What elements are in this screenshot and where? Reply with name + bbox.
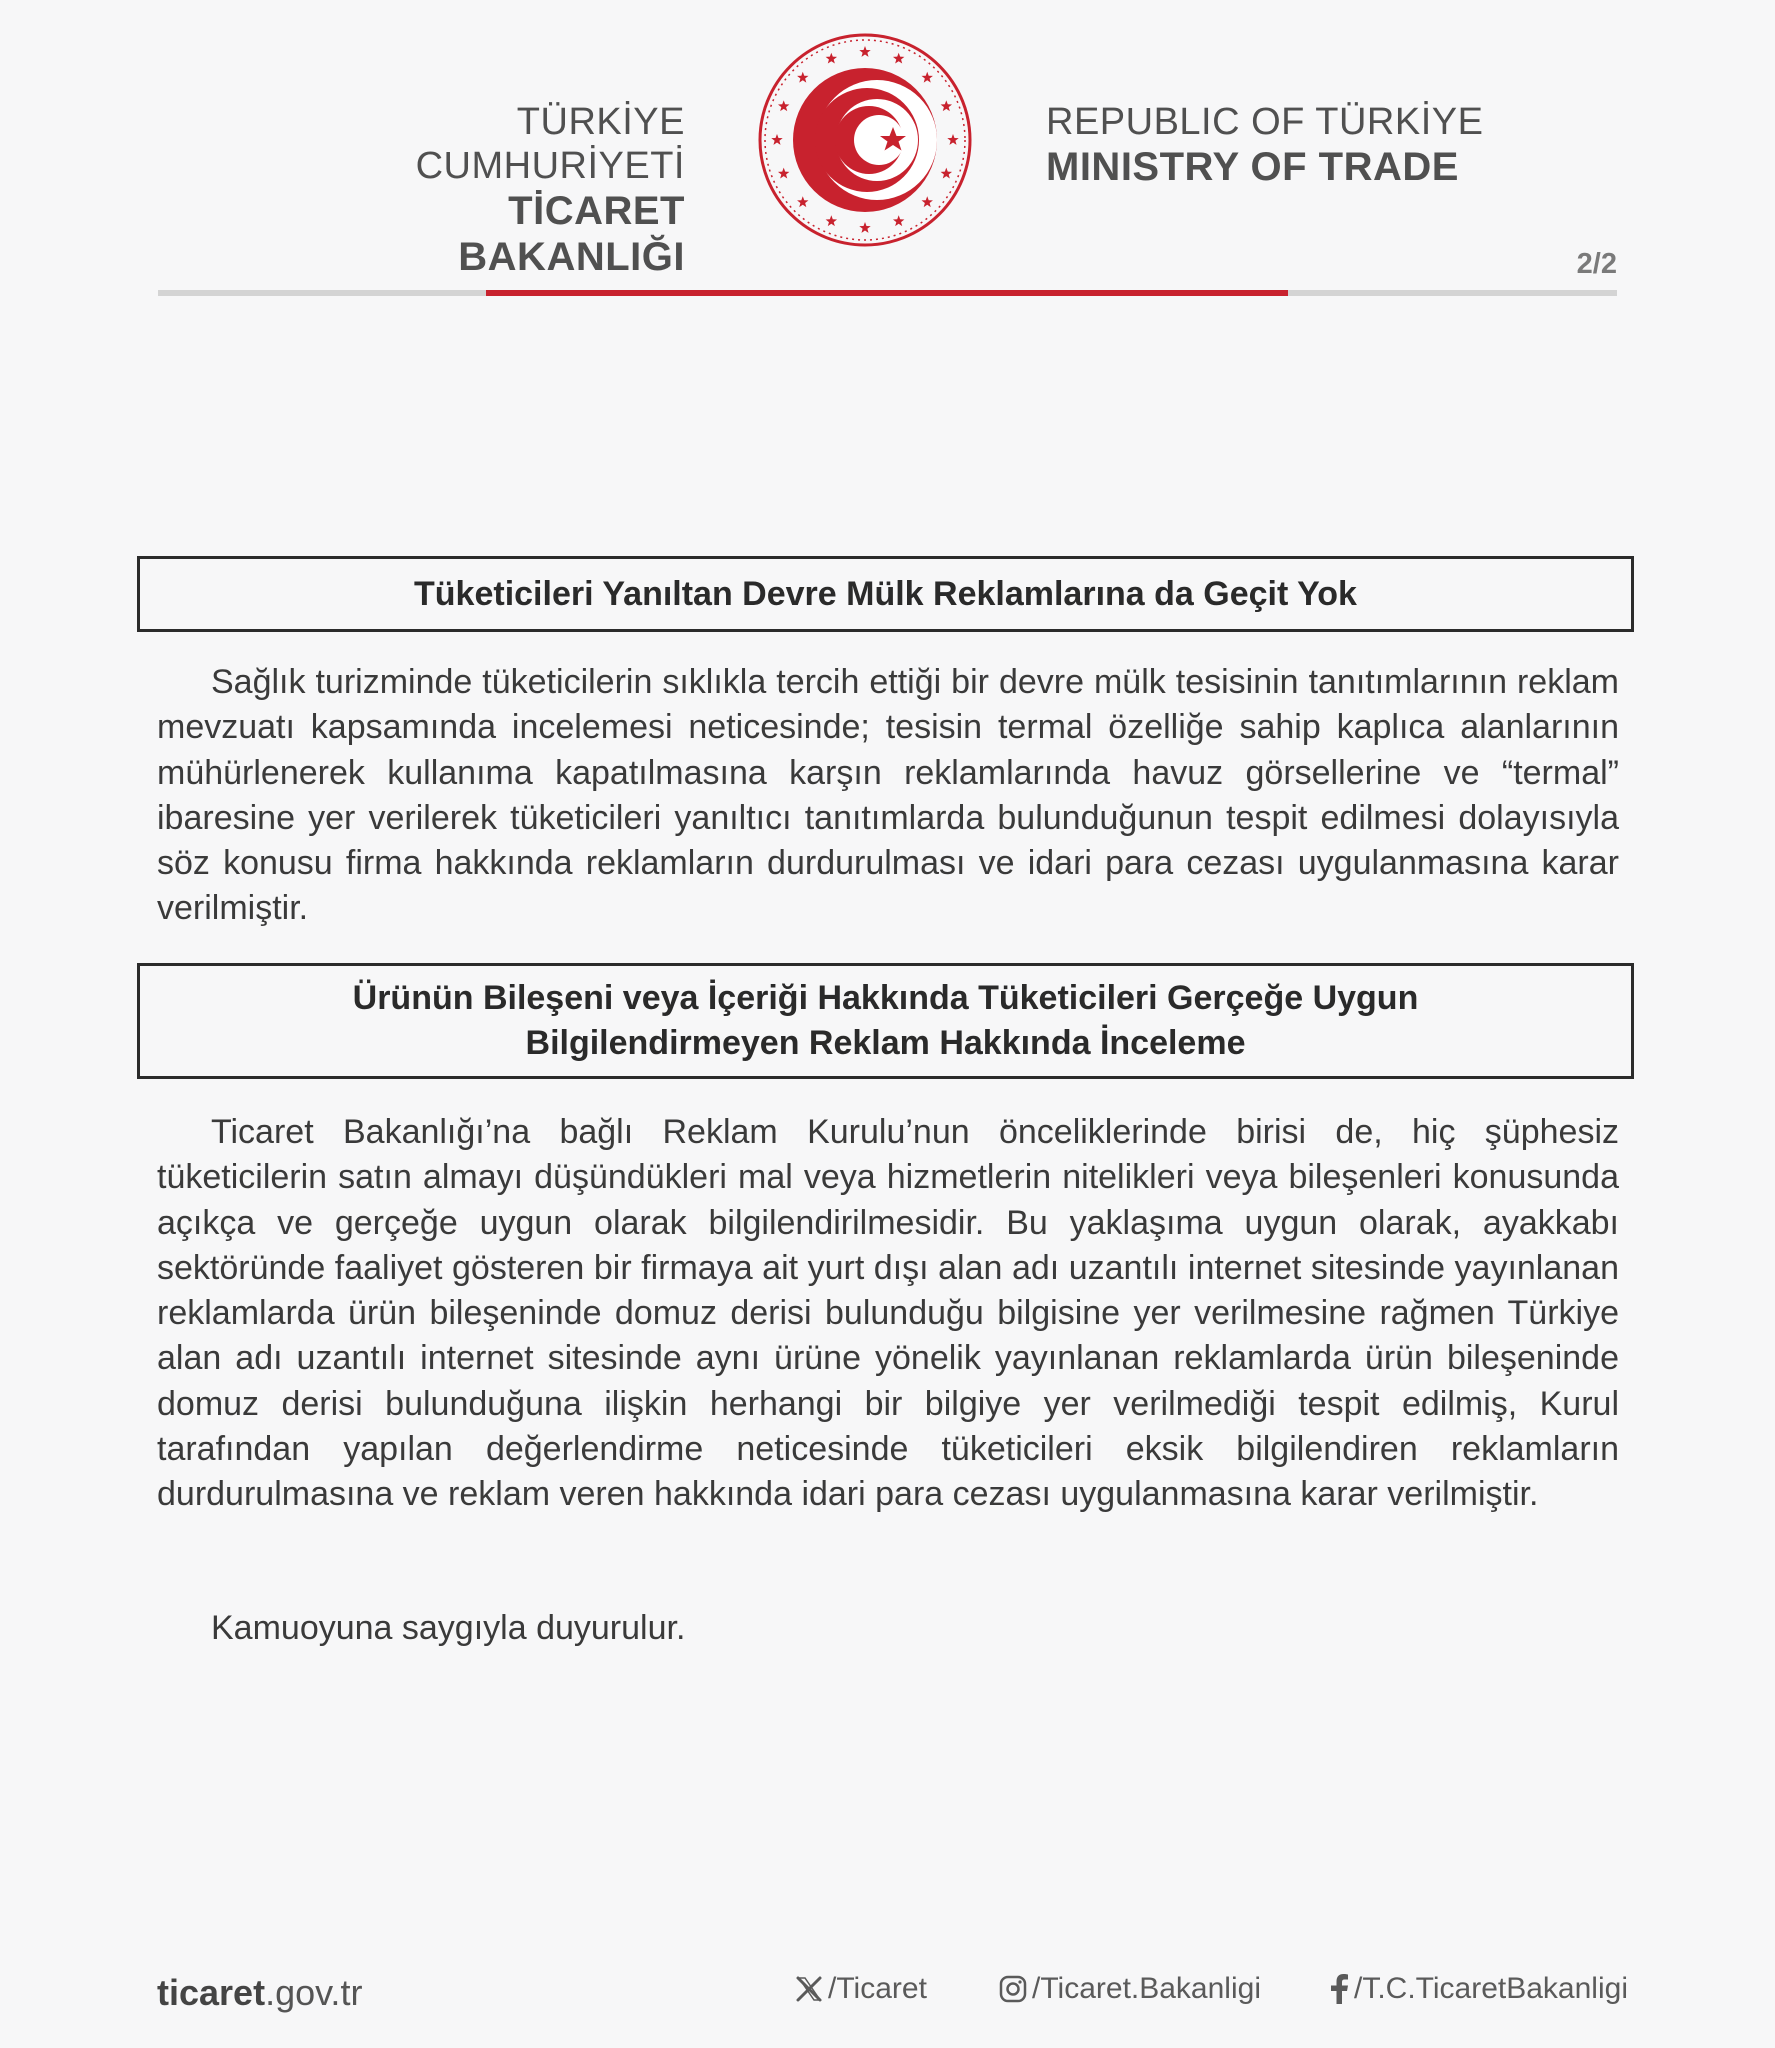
emblem-star-icon bbox=[859, 222, 870, 233]
emblem-star-icon bbox=[947, 134, 958, 145]
section-title-timeshare bbox=[137, 556, 1634, 632]
closing-statement: Kamuoyuna saygıyla duyurulur. bbox=[211, 1609, 686, 1647]
section-body-timeshare: Sağlık turizminde tüketicilerin sıklıkla tercih ettiği bir devre mülk tesisinin tanıtımlarının reklam mevzuatı kapsamında incelemesi neticesinde; tesisin termal özelliğe sahip kaplıca alanlarının mühürlenerek kullanıma kapatılmasına karşın reklamlarında havuz görsellerine ve “termal” ibaresine yer verilerek tüketicileri yanıltıcı tanıtımlarda bulunduğunun tespit edilmesi dolayısıyla söz konusu firma hakkında reklamların durdurulması ve idari para cezası uygulanmasına karar verilmiştir. bbox=[157, 663, 1619, 928]
x-handle: /Ticaret bbox=[828, 1972, 927, 2005]
emblem-star-icon bbox=[797, 196, 808, 207]
section-title-line-1: Ürünün Bileşeni veya İçeriği Hakkında Tüketicileri Gerçeğe Uygun bbox=[352, 979, 1419, 1017]
republic-name-tr: TÜRKİYE CUMHURİYETİ bbox=[415, 101, 685, 187]
emblem-star-icon bbox=[797, 72, 808, 83]
emblem-star-icon bbox=[778, 100, 789, 111]
emblem-star-icon bbox=[826, 53, 837, 64]
website-domain-rest: .gov.tr bbox=[265, 1972, 363, 2013]
emblem-star-icon bbox=[859, 46, 870, 57]
emblem-star-icon bbox=[778, 168, 789, 179]
instagram-social-link[interactable] bbox=[998, 1972, 1261, 2006]
section-title-text: Tüketicileri Yanıltan Devre Mülk Reklamlarına da Geçit Yok bbox=[414, 574, 1357, 613]
emblem-star-icon bbox=[893, 53, 904, 64]
header-divider bbox=[158, 290, 1617, 296]
x-logo-icon bbox=[794, 1974, 824, 2004]
republic-name-en: REPUBLIC OF TÜRKİYE bbox=[1046, 101, 1484, 143]
ministry-name-en: MINISTRY OF TRADE bbox=[1046, 145, 1459, 189]
website-link[interactable] bbox=[157, 1972, 362, 2014]
page-number: 2/2 bbox=[1576, 248, 1617, 280]
section-title-product-content bbox=[137, 963, 1634, 1079]
header-right bbox=[1046, 100, 1506, 190]
header-divider-accent bbox=[486, 290, 1288, 296]
header-left bbox=[280, 100, 685, 280]
ministry-emblem-icon bbox=[755, 30, 975, 250]
emblem-star-icon bbox=[893, 215, 904, 226]
emblem-star-icon bbox=[922, 72, 933, 83]
section-title-line-2: Bilgilendirmeyen Reklam Hakkında İnceleme bbox=[525, 1024, 1246, 1062]
emblem-star-icon bbox=[941, 100, 952, 111]
facebook-social-link[interactable] bbox=[1328, 1972, 1628, 2006]
emblem-star-icon bbox=[771, 134, 782, 145]
ministry-name-tr: TİCARET BAKANLIĞI bbox=[458, 189, 685, 279]
emblem-star-icon bbox=[941, 168, 952, 179]
instagram-logo-icon bbox=[998, 1974, 1028, 2004]
instagram-handle: /Ticaret.Bakanligi bbox=[1032, 1972, 1261, 2005]
emblem-star-icon bbox=[826, 215, 837, 226]
website-domain-bold: ticaret bbox=[157, 1972, 266, 2013]
facebook-logo-icon bbox=[1328, 1973, 1350, 2005]
section-body-product-content: Ticaret Bakanlığı’na bağlı Reklam Kurulu’nun önceliklerinde birisi de, hiç şüphesiz tüketicilerin satın almayı düşündükleri mal veya hizmetlerin nitelikleri veya bileşenleri konusunda açıkça ve gerçeğe uygun olarak bilgilendirilmesidir. Bu yaklaşıma uygun olarak, ayakkabı sektöründe faaliyet gösteren bir firmaya ait yurt dışı alan adı uzantılı internet sitesinde yayınlanan reklamlarda ürün bileşeninde domuz derisi bulunduğu bilgisine yer verilmesine rağmen Türkiye alan adı uzantılı internet sitesinde aynı ürüne yönelik yayınlanan reklamlarda ürün bileşeninde domuz derisi bulunduğuna ilişkin herhangi bir bilgiye yer verilmediği tespit edilmiş, Kurul tarafından yapılan değerlendirme neticesinde tüketicileri eksik bilgilendiren reklamların durdurulmasına ve reklam veren hakkında idari para cezası uygulanmasına karar verilmiştir. bbox=[157, 1113, 1619, 1514]
facebook-handle: /T.C.TicaretBakanligi bbox=[1354, 1972, 1628, 2005]
emblem-star-icon bbox=[922, 196, 933, 207]
x-social-link[interactable] bbox=[794, 1972, 927, 2006]
